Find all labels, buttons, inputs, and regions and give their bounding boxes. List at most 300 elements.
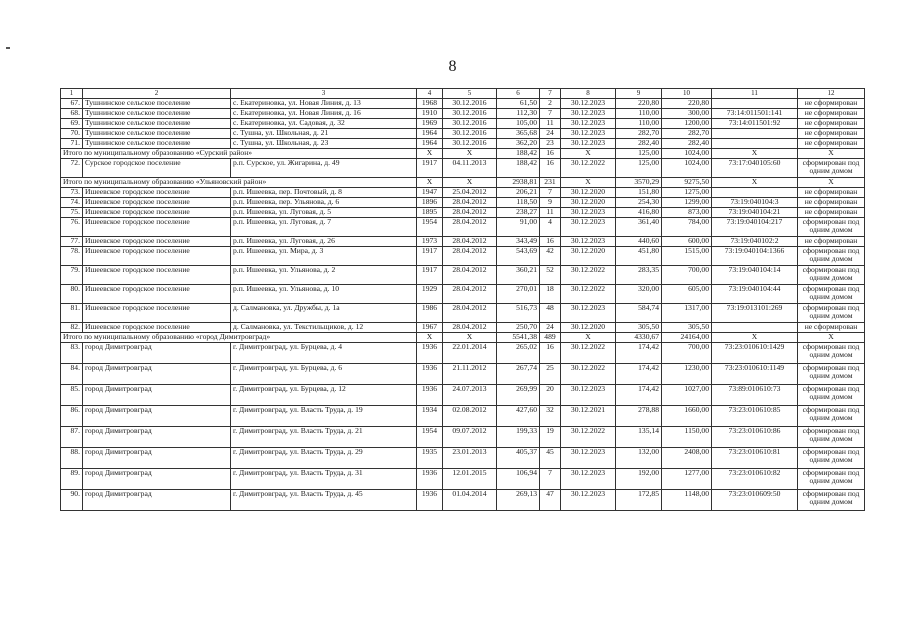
table-row [61,108,865,118]
table-cell: 1954 [417,217,443,236]
table-cell: 73:23:010610:81 [712,447,798,468]
table-cell: 16 [540,236,561,246]
table-cell: 73:23:010610:86 [712,426,798,447]
table-cell: 24.07.2013 [443,384,497,405]
table-cell: 04.11.2013 [443,158,497,177]
table-cell: 1968 [417,98,443,108]
table-cell: 362,20 [497,138,540,148]
table-cell: Ишеевское городское поселение [83,207,231,217]
header-cell: 9 [616,89,662,99]
header-cell: 4 [417,89,443,99]
table-cell: 238,27 [497,207,540,217]
table-cell: 70. [61,128,83,138]
table-cell: 02.08.2012 [443,405,497,426]
table-cell: 1917 [417,246,443,265]
table-cell: не сформирован [798,197,865,207]
total-cell: X [443,332,497,342]
table-cell: 1917 [417,265,443,284]
table-cell: 78. [61,246,83,265]
table-cell: 1299,00 [662,197,712,207]
table-cell: 405,37 [497,447,540,468]
table-row [61,197,865,207]
table-cell: 48 [540,303,561,322]
table-cell: Тушнинское сельское поселение [83,118,231,128]
table-cell: 7 [540,468,561,489]
table-cell: город Димитровград [83,489,231,510]
table-cell: 110,00 [616,118,662,128]
table-cell: 30.12.2016 [443,118,497,128]
table-cell: не сформирован [798,236,865,246]
table-cell: 7 [540,108,561,118]
table-cell: 30.12.2022 [561,342,616,363]
table-cell: 305,50 [616,322,662,332]
table-cell: 72. [61,158,83,177]
table-cell: сформирован под одним домом [798,405,865,426]
table-cell: 30.12.2020 [561,322,616,332]
table-cell: 30.12.2023 [561,447,616,468]
table-cell: 30.12.2023 [561,108,616,118]
table-cell: с. Екатериновка, ул. Новая Линия, д. 16 [231,108,417,118]
total-row [61,148,865,158]
table-cell: 605,00 [662,284,712,303]
total-cell: 24164,00 [662,332,712,342]
table-cell: 75. [61,207,83,217]
total-cell: X [798,332,865,342]
table-cell: сформирован под одним домом [798,284,865,303]
table-cell: 25.04.2012 [443,187,497,197]
table-cell: 81. [61,303,83,322]
table-cell: 105,00 [497,118,540,128]
table-cell: 73:23:010610:82 [712,468,798,489]
table-cell: 30.12.2016 [443,128,497,138]
table-cell: р.п. Ишеевка, ул. Луговая, д. 7 [231,217,417,236]
table-row [61,489,865,510]
table-cell: 9 [540,197,561,207]
total-cell: X [712,177,798,187]
table-cell: 77. [61,236,83,246]
table-cell: 4 [540,217,561,236]
table-cell: 7 [540,187,561,197]
table-cell: г. Димитровград, ул. Власть Труда, д. 31 [231,468,417,489]
table-cell: 16 [540,158,561,177]
table-cell: Ишеевское городское поселение [83,322,231,332]
table-cell: 269,99 [497,384,540,405]
table-cell: 1986 [417,303,443,322]
table-cell: 320,00 [616,284,662,303]
table-row [61,265,865,284]
table-cell: 30.12.2023 [561,468,616,489]
table-cell: р.п. Ишеевка, ул. Мира, д. 3 [231,246,417,265]
table-cell: 30.12.2023 [561,236,616,246]
table-cell: 30.12.2023 [561,217,616,236]
table-cell: 1935 [417,447,443,468]
total-row [61,177,865,187]
table-cell: 2408,00 [662,447,712,468]
housing-table [60,88,865,511]
table-cell: не сформирован [798,108,865,118]
table-cell: 151,80 [616,187,662,197]
table-cell: Ишеевское городское поселение [83,187,231,197]
table-cell: сформирован под одним домом [798,303,865,322]
table-row [61,207,865,217]
table-cell: город Димитровград [83,405,231,426]
table-cell: 132,00 [616,447,662,468]
table-row [61,426,865,447]
table-cell: 24 [540,322,561,332]
table-cell: с. Тушна, ул. Школьная, д. 21 [231,128,417,138]
table-cell: 71. [61,138,83,148]
table-cell: 199,33 [497,426,540,447]
table-cell: р.п. Ишеевка, ул. Ульянова, д. 10 [231,284,417,303]
total-cell: X [417,177,443,187]
total-cell: X [712,332,798,342]
table-cell: 1936 [417,489,443,510]
table-row [61,322,865,332]
table-cell: сформирован под одним домом [798,363,865,384]
table-cell: 73:19:040104:44 [712,284,798,303]
table-cell: 30.12.2022 [561,363,616,384]
table-cell: 110,00 [616,108,662,118]
table-cell: 73:14:011501:141 [712,108,798,118]
table-cell: 28.04.2012 [443,322,497,332]
table-cell: 73:19:040104:217 [712,217,798,236]
table-cell: 28.04.2012 [443,284,497,303]
header-cell: 11 [712,89,798,99]
table-cell: 282,70 [662,128,712,138]
table-cell: 220,80 [662,98,712,108]
table-cell: 360,21 [497,265,540,284]
table-row [61,98,865,108]
total-cell: 3570,29 [616,177,662,187]
table-row [61,468,865,489]
table-cell: 1969 [417,118,443,128]
table-cell: город Димитровград [83,342,231,363]
table-cell: 73:23:010610:1429 [712,342,798,363]
table-cell [712,138,798,148]
total-cell: X [561,332,616,342]
total-row [61,332,865,342]
table-cell: Ишеевское городское поселение [83,246,231,265]
table-cell: 1917 [417,158,443,177]
table-cell: 73:23:010610:1149 [712,363,798,384]
table-cell: 172,85 [616,489,662,510]
total-cell: 1024,00 [662,148,712,158]
table-cell: 30.12.2022 [561,158,616,177]
total-cell: X [561,148,616,158]
table-row [61,363,865,384]
table-row [61,128,865,138]
table-cell: 118,50 [497,197,540,207]
table-cell: 09.07.2012 [443,426,497,447]
table-cell: 85. [61,384,83,405]
table-cell: 30.12.2020 [561,187,616,197]
header-row [61,89,865,99]
table-cell: 174,42 [616,342,662,363]
table-cell: 174,42 [616,363,662,384]
total-label: Итого по муниципальному образованию «Сурский район» [61,148,417,158]
table-cell: 269,13 [497,489,540,510]
table-cell: сформирован под одним домом [798,217,865,236]
table-cell: 61,50 [497,98,540,108]
table-row [61,384,865,405]
table-cell [712,322,798,332]
table-cell: 12.01.2015 [443,468,497,489]
table-cell: 73:19:040104:3 [712,197,798,207]
table-cell: 1936 [417,468,443,489]
table-cell: 543,69 [497,246,540,265]
table-cell: 68. [61,108,83,118]
table-cell: 30.12.2021 [561,405,616,426]
table-cell: 1150,00 [662,426,712,447]
table-cell: 700,00 [662,342,712,363]
table-cell: сформирован под одним домом [798,489,865,510]
table-cell: 73:19:013101:269 [712,303,798,322]
table-cell: 283,35 [616,265,662,284]
table-cell: сформирован под одним домом [798,447,865,468]
total-cell: X [561,177,616,187]
table-cell: 25 [540,363,561,384]
table-cell: 73. [61,187,83,197]
table-cell: 19 [540,426,561,447]
table-cell: 23 [540,138,561,148]
table-cell: 270,01 [497,284,540,303]
table-cell: 365,68 [497,128,540,138]
table-cell: 1660,00 [662,405,712,426]
table-row [61,187,865,197]
table-cell: 90. [61,489,83,510]
table-row [61,246,865,265]
table-cell: 1895 [417,207,443,217]
table-cell: 1515,00 [662,246,712,265]
table-cell: 282,40 [662,138,712,148]
header-cell: 3 [231,89,417,99]
table-cell: 30.12.2023 [561,128,616,138]
page-number: 8 [448,58,457,75]
table-cell: Тушнинское сельское поселение [83,108,231,118]
total-cell: 489 [540,332,561,342]
table-cell: 1027,00 [662,384,712,405]
table-cell: 206,21 [497,187,540,197]
table-cell: 1230,00 [662,363,712,384]
table-row [61,138,865,148]
header-cell: 8 [561,89,616,99]
table-cell: 30.12.2022 [561,284,616,303]
table-cell: 11 [540,118,561,128]
table-cell: 30.12.2016 [443,98,497,108]
table-cell: город Димитровград [83,363,231,384]
table-cell: р.п. Ишеевка, пер. Ульянова, д. 6 [231,197,417,207]
table-cell: 67. [61,98,83,108]
table-cell: г. Димитровград, ул. Бурцева, д. 6 [231,363,417,384]
table-cell: р.п. Ишеевка, ул. Луговая, д. 5 [231,207,417,217]
table-cell: 1964 [417,138,443,148]
table-cell: Ишеевское городское поселение [83,236,231,246]
table-cell: Ишеевское городское поселение [83,217,231,236]
table-cell: 30.12.2016 [443,108,497,118]
header-cell: 6 [497,89,540,99]
table-cell: Тушнинское сельское поселение [83,128,231,138]
table-cell: сформирован под одним домом [798,158,865,177]
table-cell: 1936 [417,342,443,363]
table-cell: 28.04.2012 [443,236,497,246]
table-cell: 516,73 [497,303,540,322]
header-cell: 10 [662,89,712,99]
total-cell: 125,00 [616,148,662,158]
table-cell: г. Димитровград, ул. Власть Труда, д. 45 [231,489,417,510]
table-cell: Ишеевское городское поселение [83,265,231,284]
table-cell: сформирован под одним домом [798,426,865,447]
header-cell: 12 [798,89,865,99]
table-cell: 91,00 [497,217,540,236]
table-cell: 28.04.2012 [443,197,497,207]
table-cell: 278,88 [616,405,662,426]
table-cell: 01.04.2014 [443,489,497,510]
table-cell: 24 [540,128,561,138]
table-cell: 89. [61,468,83,489]
total-cell: 188,42 [497,148,540,158]
table-cell: сформирован под одним домом [798,246,865,265]
table-cell: р.п. Ишеевка, ул. Ульянова, д. 2 [231,265,417,284]
table-cell: Ишеевское городское поселение [83,197,231,207]
table-row [61,284,865,303]
total-cell: 2938,81 [497,177,540,187]
table-row [61,303,865,322]
total-cell: X [798,148,865,158]
table-cell: 30.12.2023 [561,384,616,405]
table-cell: 1934 [417,405,443,426]
table-cell: 30.12.2023 [561,303,616,322]
total-cell: X [798,177,865,187]
table-cell [712,98,798,108]
table-cell: 11 [540,207,561,217]
table-cell: 1954 [417,426,443,447]
table-cell: 76. [61,217,83,236]
table-cell: город Димитровград [83,384,231,405]
table-cell: 16 [540,342,561,363]
table-row [61,236,865,246]
table-cell: город Димитровград [83,447,231,468]
table-cell: не сформирован [798,138,865,148]
table-cell: 20 [540,384,561,405]
total-cell: X [417,148,443,158]
table-cell: город Димитровград [83,426,231,447]
table-cell: 1200,00 [662,118,712,128]
total-cell: X [443,177,497,187]
table-cell: г. Димитровград, ул. Бурцева, д. 4 [231,342,417,363]
table-cell: 584,74 [616,303,662,322]
table-cell: Тушнинское сельское поселение [83,138,231,148]
table-cell: 305,50 [662,322,712,332]
table-cell: сформирован под одним домом [798,468,865,489]
table-cell: 440,60 [616,236,662,246]
table-row [61,118,865,128]
table-cell: 30.12.2023 [561,207,616,217]
table-cell: не сформирован [798,118,865,128]
table-cell: 416,80 [616,207,662,217]
table-cell: 112,30 [497,108,540,118]
table-cell: 73:19:040104:1366 [712,246,798,265]
table-cell: 174,42 [616,384,662,405]
table-cell: 1317,00 [662,303,712,322]
table-cell: 361,40 [616,217,662,236]
table-cell: 30.12.2020 [561,246,616,265]
table-row [61,447,865,468]
table-cell: 73:19:040102:2 [712,236,798,246]
table-cell: 73:19:040104:21 [712,207,798,217]
total-cell: X [443,148,497,158]
header-cell: 2 [83,89,231,99]
table-cell: 30.12.2022 [561,426,616,447]
table-cell: сформирован под одним домом [798,265,865,284]
table-cell: 30.12.2023 [561,118,616,128]
table-cell: р.п. Ишеевка, ул. Луговая, д. 26 [231,236,417,246]
header-cell: 7 [540,89,561,99]
table-cell: 1936 [417,384,443,405]
table-cell: 28.04.2012 [443,303,497,322]
total-cell: 4330,67 [616,332,662,342]
table-cell: 73:19:040104:14 [712,265,798,284]
table-cell: 192,00 [616,468,662,489]
table-cell: 28.04.2012 [443,217,497,236]
table-cell: 73:23:010609:50 [712,489,798,510]
table-cell: 1947 [417,187,443,197]
table-cell: 106,94 [497,468,540,489]
table-cell: 30.12.2023 [561,138,616,148]
table-cell: Ишеевское городское поселение [83,284,231,303]
table-cell: г. Димитровград, ул. Власть Труда, д. 19 [231,405,417,426]
table-cell: 42 [540,246,561,265]
table-cell: 700,00 [662,265,712,284]
table-cell: 30.12.2023 [561,489,616,510]
table-cell: 188,42 [497,158,540,177]
table-cell: 1024,00 [662,158,712,177]
table-cell: 18 [540,284,561,303]
total-cell: 16 [540,148,561,158]
table-cell: 73:14:011501:92 [712,118,798,128]
table-cell: 427,60 [497,405,540,426]
table-cell: д. Салмановка, ул. Дружбы, д. 1а [231,303,417,322]
table-cell: 73:17:040105:60 [712,158,798,177]
table-cell: 30.12.2020 [561,197,616,207]
table-cell: не сформирован [798,207,865,217]
table-cell: р.п. Ишеевка, пер. Почтовый, д. 8 [231,187,417,197]
table-row [61,342,865,363]
table-cell: 1973 [417,236,443,246]
header-cell: 5 [443,89,497,99]
table-cell: с. Екатериновка, ул. Садовая, д. 32 [231,118,417,128]
total-label: Итого по муниципальному образованию «город Димитровград» [61,332,417,342]
total-cell: X [712,148,798,158]
table-cell: 47 [540,489,561,510]
table-cell: 88. [61,447,83,468]
table-cell: 873,00 [662,207,712,217]
table-cell: 30.12.2016 [443,138,497,148]
table-cell: 69. [61,118,83,128]
table-cell: 1967 [417,322,443,332]
table-cell [712,128,798,138]
table-cell: 82. [61,322,83,332]
table-cell: 1896 [417,197,443,207]
table-cell: 1910 [417,108,443,118]
table-cell: с. Тушна, ул. Школьная, д. 23 [231,138,417,148]
table-cell: 84. [61,363,83,384]
total-cell: 5541,38 [497,332,540,342]
table-cell: г. Димитровград, ул. Власть Труда, д. 29 [231,447,417,468]
table-cell: 1275,00 [662,187,712,197]
table-cell: 28.04.2012 [443,207,497,217]
table-cell: 30.12.2022 [561,265,616,284]
table-cell: 343,49 [497,236,540,246]
